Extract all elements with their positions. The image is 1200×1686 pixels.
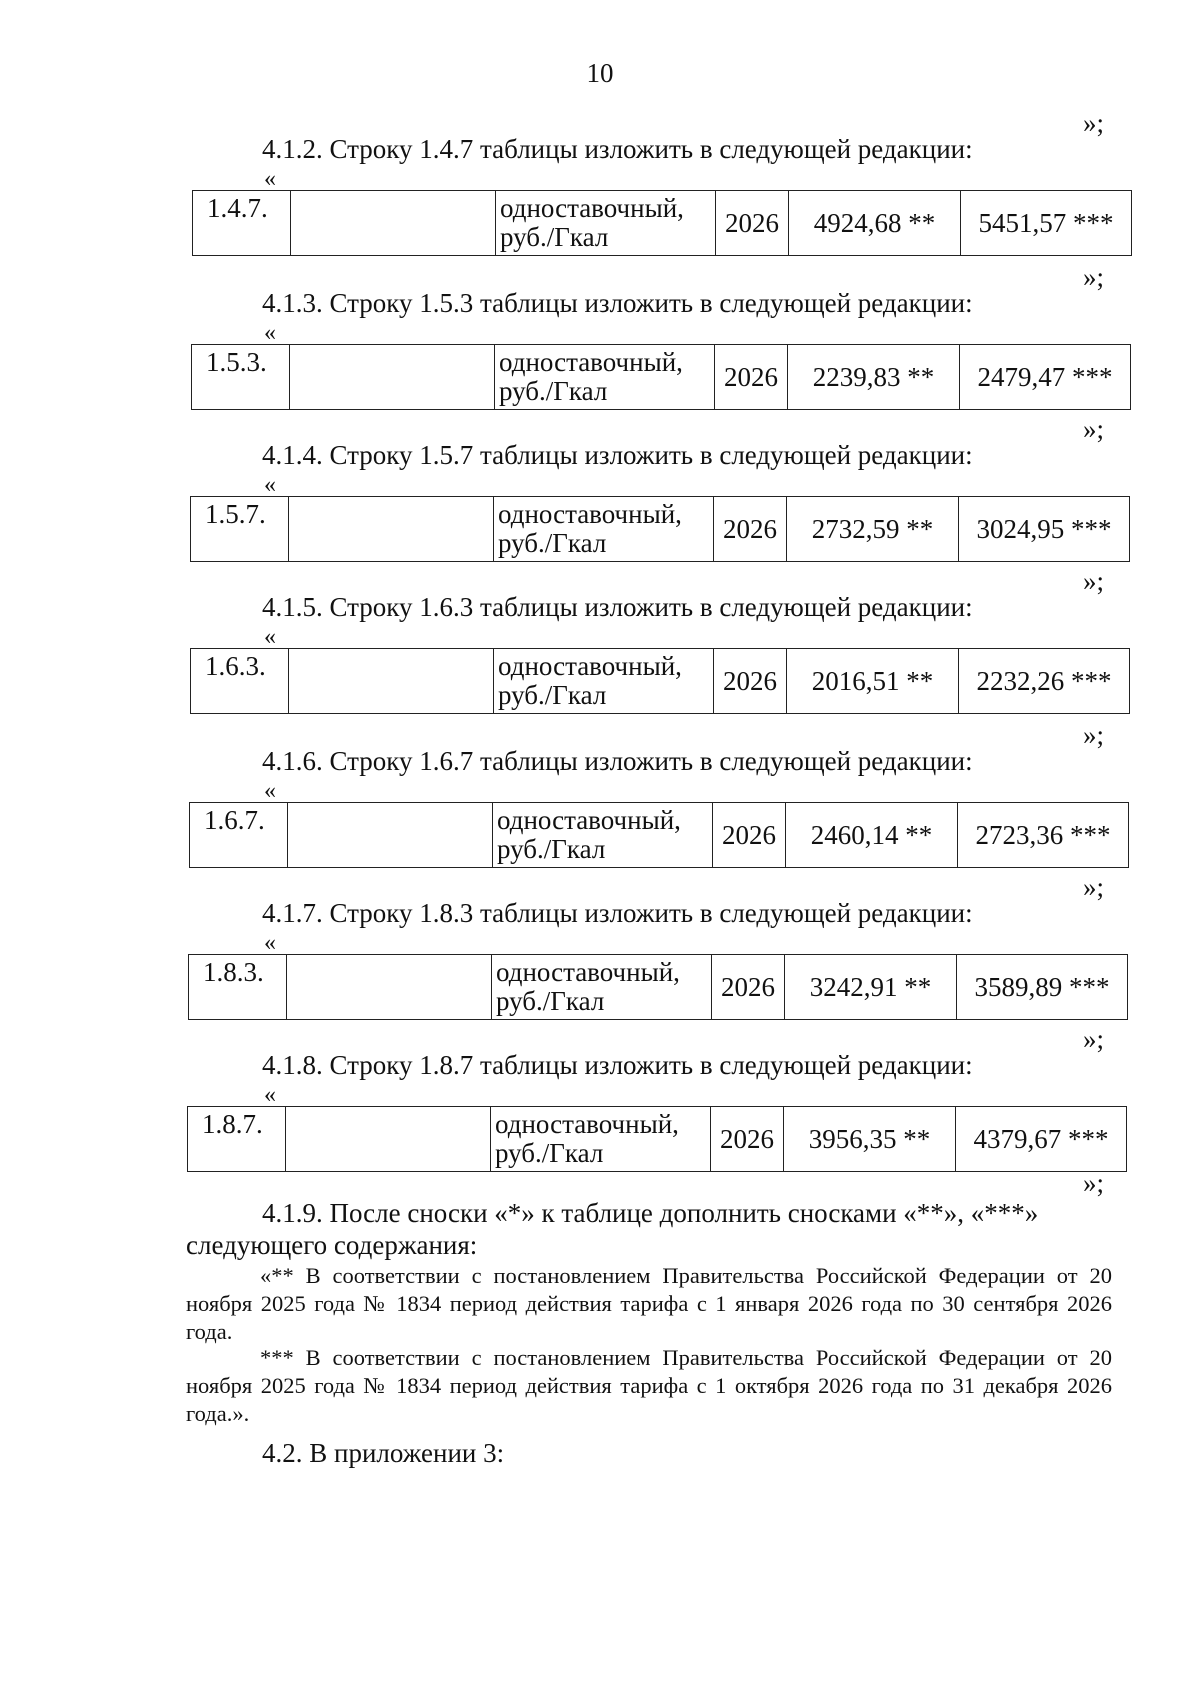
- tariff-table: [192, 190, 1132, 256]
- table-row: [193, 191, 1132, 256]
- year-cell: 2026: [716, 191, 789, 256]
- paragraph-4-2: 4.2. В приложении 3:: [262, 1438, 505, 1468]
- empty-cell: [290, 345, 495, 410]
- closing-quote: »;: [1082, 1024, 1104, 1054]
- footnote-double-star: [186, 1262, 1112, 1346]
- page-number: 10: [586, 58, 614, 88]
- paragraph-4-1-9-line1: 4.1.9. После сноски «*» к таблице дополнить сносками «**», «***»: [262, 1198, 1039, 1228]
- amendment-heading: 4.1.6. Строку 1.6.7 таблицы изложить в следующей редакции:: [262, 746, 973, 776]
- tariff-unit-label: руб./Гкал: [500, 222, 609, 252]
- footnote-double-star-text: «** В соответствии с постановлением Правительства Российской Федерации от 20 ноября 2025 года № 1834 период действия тарифа с 1 января 2026 года по 30 сентября 2026 года.: [186, 1263, 1112, 1344]
- row-number-cell: 1.6.7.: [190, 803, 288, 868]
- opening-quote: «: [264, 320, 276, 346]
- tariff-table: [188, 954, 1128, 1020]
- tariff-type-cell: [491, 1107, 711, 1172]
- amendment-heading: 4.1.7. Строку 1.8.3 таблицы изложить в следующей редакции:: [262, 898, 973, 928]
- opening-quote: «: [264, 166, 276, 192]
- year-cell: 2026: [714, 649, 787, 714]
- tariff-value-second-period: 2723,36 ***: [958, 803, 1129, 868]
- row-number-cell: 1.8.3.: [189, 955, 287, 1020]
- empty-cell: [289, 497, 494, 562]
- tariff-table: [187, 1106, 1127, 1172]
- tariff-type-cell: [496, 191, 716, 256]
- closing-quote: »;: [1082, 1168, 1104, 1198]
- empty-cell: [287, 955, 492, 1020]
- tariff-value-second-period: 4379,67 ***: [956, 1107, 1127, 1172]
- year-cell: 2026: [711, 1107, 784, 1172]
- year-cell: 2026: [712, 955, 785, 1020]
- table-row: [192, 345, 1131, 410]
- opening-quote: «: [264, 624, 276, 650]
- opening-quote: «: [264, 472, 276, 498]
- table-row: [191, 497, 1130, 562]
- closing-quote: »;: [1082, 108, 1104, 138]
- tariff-value-first-period: 2016,51 **: [787, 649, 959, 714]
- year-cell: 2026: [715, 345, 788, 410]
- empty-cell: [291, 191, 496, 256]
- footnote-triple-star-text: *** В соответствии с постановлением Правительства Российской Федерации от 20 ноября 2025 года № 1834 период действия тарифа с 1 октября 2026 года по 31 декабря 2026 года.».: [186, 1345, 1112, 1426]
- tariff-value-second-period: 2479,47 ***: [960, 345, 1131, 410]
- amendment-heading: 4.1.4. Строку 1.5.7 таблицы изложить в следующей редакции:: [262, 440, 973, 470]
- tariff-value-first-period: 2732,59 **: [787, 497, 959, 562]
- tariff-value-first-period: 3242,91 **: [785, 955, 957, 1020]
- tariff-value-first-period: 4924,68 **: [789, 191, 961, 256]
- closing-quote: »;: [1082, 262, 1104, 292]
- tariff-value-first-period: 2239,83 **: [788, 345, 960, 410]
- tariff-table: [190, 496, 1130, 562]
- tariff-unit-label: руб./Гкал: [497, 834, 606, 864]
- opening-quote: «: [264, 778, 276, 804]
- row-number-cell: 1.6.3.: [191, 649, 289, 714]
- closing-quote: »;: [1082, 872, 1104, 902]
- amendment-heading: 4.1.8. Строку 1.8.7 таблицы изложить в следующей редакции:: [262, 1050, 973, 1080]
- row-number-cell: 1.4.7.: [193, 191, 291, 256]
- closing-quote: »;: [1082, 566, 1104, 596]
- tariff-type-cell: [494, 497, 714, 562]
- tariff-unit-label: руб./Гкал: [496, 986, 605, 1016]
- paragraph-4-1-9-line2: следующего содержания:: [186, 1230, 478, 1260]
- tariff-unit-label: руб./Гкал: [498, 680, 607, 710]
- table-row: [188, 1107, 1127, 1172]
- amendment-heading: 4.1.3. Строку 1.5.3 таблицы изложить в следующей редакции:: [262, 288, 973, 318]
- empty-cell: [288, 803, 493, 868]
- opening-quote: «: [264, 1082, 276, 1108]
- tariff-value-first-period: 3956,35 **: [784, 1107, 956, 1172]
- tariff-type-cell: [494, 649, 714, 714]
- tariff-unit-label: руб./Гкал: [495, 1138, 604, 1168]
- tariff-type-cell: [495, 345, 715, 410]
- table-row: [190, 803, 1129, 868]
- tariff-type-label: одноставочный,: [499, 347, 683, 377]
- closing-quote: »;: [1082, 414, 1104, 444]
- empty-cell: [286, 1107, 491, 1172]
- year-cell: 2026: [713, 803, 786, 868]
- tariff-unit-label: руб./Гкал: [498, 528, 607, 558]
- tariff-unit-label: руб./Гкал: [499, 376, 608, 406]
- tariff-table: [189, 802, 1129, 868]
- year-cell: 2026: [714, 497, 787, 562]
- tariff-type-label: одноставочный,: [497, 805, 681, 835]
- tariff-value-second-period: 3024,95 ***: [959, 497, 1130, 562]
- table-row: [191, 649, 1130, 714]
- amendment-heading: 4.1.2. Строку 1.4.7 таблицы изложить в следующей редакции:: [262, 134, 973, 164]
- tariff-type-label: одноставочный,: [500, 193, 684, 223]
- tariff-type-cell: [493, 803, 713, 868]
- tariff-type-label: одноставочный,: [495, 1109, 679, 1139]
- tariff-type-label: одноставочный,: [498, 651, 682, 681]
- empty-cell: [289, 649, 494, 714]
- footnote-triple-star: [186, 1344, 1112, 1428]
- tariff-value-first-period: 2460,14 **: [786, 803, 958, 868]
- tariff-table: [191, 344, 1131, 410]
- amendment-heading: 4.1.5. Строку 1.6.3 таблицы изложить в следующей редакции:: [262, 592, 973, 622]
- tariff-type-cell: [492, 955, 712, 1020]
- tariff-type-label: одноставочный,: [498, 499, 682, 529]
- table-row: [189, 955, 1128, 1020]
- tariff-value-second-period: 3589,89 ***: [957, 955, 1128, 1020]
- opening-quote: «: [264, 930, 276, 956]
- tariff-value-second-period: 5451,57 ***: [961, 191, 1132, 256]
- tariff-value-second-period: 2232,26 ***: [959, 649, 1130, 714]
- tariff-table: [190, 648, 1130, 714]
- row-number-cell: 1.5.3.: [192, 345, 290, 410]
- row-number-cell: 1.5.7.: [191, 497, 289, 562]
- row-number-cell: 1.8.7.: [188, 1107, 286, 1172]
- tariff-type-label: одноставочный,: [496, 957, 680, 987]
- closing-quote: »;: [1082, 720, 1104, 750]
